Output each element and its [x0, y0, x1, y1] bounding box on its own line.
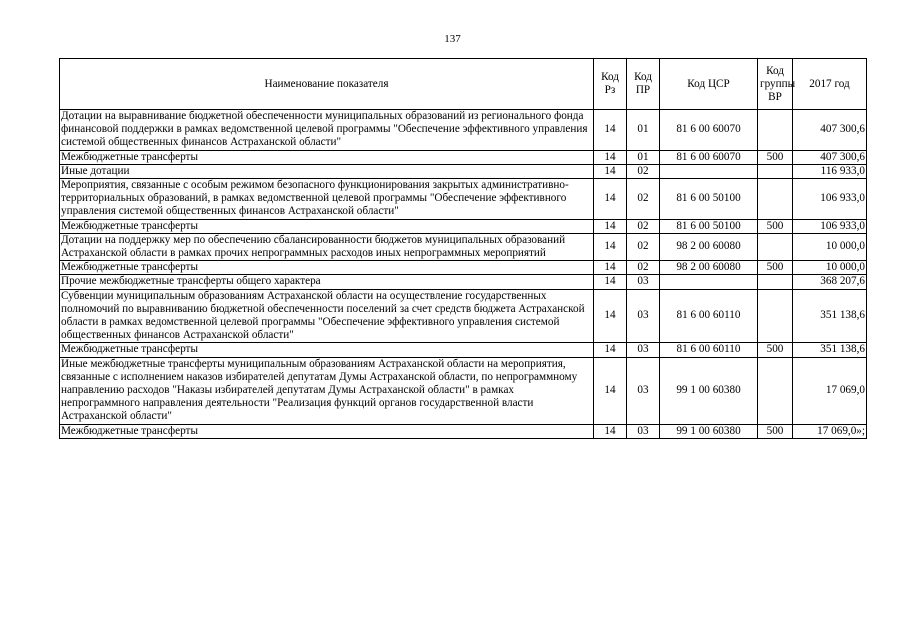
cell-name: Межбюджетные трансферты: [60, 424, 594, 438]
cell-pr: 03: [627, 424, 660, 438]
cell-rz: 14: [594, 110, 627, 151]
cell-amount: 407 300,6: [793, 150, 867, 164]
header-rz: Код Рз: [594, 59, 627, 110]
cell-amount: 368 207,6: [793, 275, 867, 289]
cell-name: Субвенции муниципальным образованиям Астраханской области на осуществление государственных полномочий по выравниванию бюджетной обеспеченности поселений за счет средств бюджета Астраханской области в рамках ведомственной целевой программы "Обеспечение эффективного управления системой общественных финансов Астраханской области": [60, 289, 594, 343]
cell-rz: 14: [594, 357, 627, 424]
cell-name: Дотации на выравнивание бюджетной обеспеченности муниципальных образований из регионального фонда финансовой поддержки в рамках ведомственной целевой программы "Обеспечение эффективного управления системой общественных финансов Астраханской области": [60, 110, 594, 151]
cell-vr: [758, 110, 793, 151]
cell-csr: [660, 275, 758, 289]
cell-amount: 106 933,0: [793, 179, 867, 220]
cell-pr: 03: [627, 289, 660, 343]
table-row: [60, 275, 867, 289]
cell-name: Дотации на поддержку мер по обеспечению сбалансированности бюджетов муниципальных образований Астраханской области в рамках прочих непрограммных расходов иных непрограммных мероприятий: [60, 233, 594, 260]
table-row: [60, 357, 867, 424]
cell-amount: 17 069,0»;: [793, 424, 867, 438]
cell-name: Прочие межбюджетные трансферты общего характера: [60, 275, 594, 289]
cell-csr: 81 6 00 50100: [660, 179, 758, 220]
header-csr: Код ЦСР: [660, 59, 758, 110]
table-row: [60, 179, 867, 220]
table-row: [60, 261, 867, 275]
cell-rz: 14: [594, 275, 627, 289]
cell-amount: 17 069,0: [793, 357, 867, 424]
budget-table: [59, 58, 867, 439]
cell-rz: 14: [594, 179, 627, 220]
table-row: [60, 110, 867, 151]
table-body: [60, 110, 867, 439]
table-row: [60, 424, 867, 438]
cell-rz: 14: [594, 343, 627, 357]
cell-rz: 14: [594, 261, 627, 275]
cell-csr: 98 2 00 60080: [660, 233, 758, 260]
cell-rz: 14: [594, 150, 627, 164]
cell-pr: 03: [627, 275, 660, 289]
cell-rz: 14: [594, 233, 627, 260]
cell-vr: [758, 179, 793, 220]
cell-vr: [758, 275, 793, 289]
table-row: [60, 343, 867, 357]
table-row: [60, 233, 867, 260]
cell-vr: [758, 357, 793, 424]
cell-csr: 81 6 00 60110: [660, 289, 758, 343]
cell-csr: 99 1 00 60380: [660, 424, 758, 438]
table-row: [60, 219, 867, 233]
cell-pr: 02: [627, 164, 660, 178]
cell-amount: 106 933,0: [793, 219, 867, 233]
cell-vr: 500: [758, 343, 793, 357]
cell-amount: 10 000,0: [793, 261, 867, 275]
cell-csr: 99 1 00 60380: [660, 357, 758, 424]
cell-name: Межбюджетные трансферты: [60, 219, 594, 233]
header-name: Наименование показателя: [60, 59, 594, 110]
cell-pr: 02: [627, 219, 660, 233]
cell-name: Иные дотации: [60, 164, 594, 178]
cell-pr: 01: [627, 150, 660, 164]
cell-csr: 81 6 00 60070: [660, 110, 758, 151]
cell-csr: 98 2 00 60080: [660, 261, 758, 275]
cell-csr: 81 6 00 60070: [660, 150, 758, 164]
cell-amount: 351 138,6: [793, 289, 867, 343]
cell-amount: 10 000,0: [793, 233, 867, 260]
cell-pr: 02: [627, 179, 660, 220]
cell-pr: 03: [627, 357, 660, 424]
cell-vr: 500: [758, 150, 793, 164]
cell-amount: 351 138,6: [793, 343, 867, 357]
cell-vr: 500: [758, 219, 793, 233]
table-row: [60, 150, 867, 164]
cell-name: Межбюджетные трансферты: [60, 343, 594, 357]
cell-pr: 02: [627, 261, 660, 275]
table-row: [60, 289, 867, 343]
table-row: [60, 164, 867, 178]
header-row: [60, 59, 867, 110]
cell-rz: 14: [594, 164, 627, 178]
cell-vr: 500: [758, 424, 793, 438]
cell-vr: [758, 233, 793, 260]
cell-vr: 500: [758, 261, 793, 275]
cell-pr: 01: [627, 110, 660, 151]
cell-name: Межбюджетные трансферты: [60, 150, 594, 164]
cell-csr: [660, 164, 758, 178]
cell-vr: [758, 164, 793, 178]
page-number: 137: [444, 33, 461, 45]
header-pr: Код ПР: [627, 59, 660, 110]
cell-amount: 407 300,6: [793, 110, 867, 151]
cell-csr: 81 6 00 60110: [660, 343, 758, 357]
cell-csr: 81 6 00 50100: [660, 219, 758, 233]
cell-pr: 02: [627, 233, 660, 260]
cell-rz: 14: [594, 424, 627, 438]
cell-name: Иные межбюджетные трансферты муниципальным образованиям Астраханской области на мероприятия, связанные с исполнением наказов избирателей депутатам Думы Астраханской области, по непрограммному направлению расходов "Наказы избирателей депутатам Думы Астраханской области" в рамках непрограммного направления деятельности "Реализация функций органов государственной власти Астраханской области": [60, 357, 594, 424]
header-year: 2017 год: [793, 59, 867, 110]
cell-amount: 116 933,0: [793, 164, 867, 178]
cell-pr: 03: [627, 343, 660, 357]
cell-name: Межбюджетные трансферты: [60, 261, 594, 275]
cell-name: Мероприятия, связанные с особым режимом безопасного функционирования закрытых административно-территориальных образований, в рамках ведомственной целевой программы "Обеспечение эффективного управления системой общественных финансов Астраханской области": [60, 179, 594, 220]
header-vr: Код группы ВР: [758, 59, 793, 110]
cell-vr: [758, 289, 793, 343]
cell-rz: 14: [594, 289, 627, 343]
cell-rz: 14: [594, 219, 627, 233]
